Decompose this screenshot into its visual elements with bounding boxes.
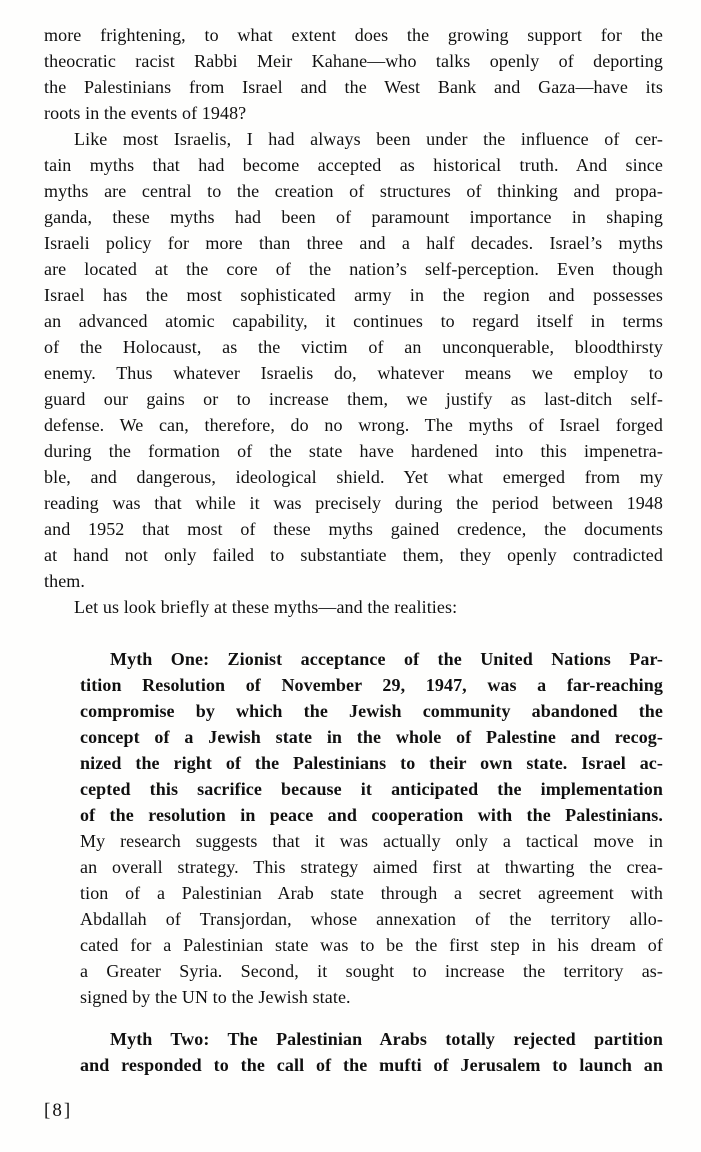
text-line: Myth One: Zionist acceptance of the United Nations Par- bbox=[110, 649, 663, 669]
text-line: ble, and dangerous, ideological shield. Yet what emerged from my bbox=[44, 467, 663, 487]
page-number: [8] bbox=[44, 1100, 73, 1121]
text-line: a Greater Syria. Second, it sought to increase the territory as- bbox=[80, 961, 663, 981]
text-line: enemy. Thus whatever Israelis do, whatever means we employ to bbox=[44, 363, 663, 383]
text-line: tion of a Palestinian Arab state through a secret agreement with bbox=[80, 883, 663, 903]
text-line: reading was that while it was precisely during the period between 1948 bbox=[44, 493, 663, 513]
myth-two-paragraph bbox=[80, 1026, 663, 1078]
text-line: an advanced atomic capability, it continues to regard itself in terms bbox=[44, 311, 663, 331]
text-line: Abdallah of Transjordan, whose annexation of the territory allo- bbox=[80, 909, 663, 929]
text-line: Myth Two: The Palestinian Arabs totally rejected partition bbox=[110, 1029, 663, 1049]
text-line: cepted this sacrifice because it anticipated the implementation bbox=[80, 779, 663, 799]
text-line: nized the right of the Palestinians to their own state. Israel ac- bbox=[80, 753, 663, 773]
text-line: ganda, these myths had been of paramount importance in shaping bbox=[44, 207, 663, 227]
text-line: Israeli policy for more than three and a half decades. Israel’s myths bbox=[44, 233, 663, 253]
text-line: Let us look briefly at these myths—and the realities: bbox=[74, 597, 458, 617]
text-line: and responded to the call of the mufti of Jerusalem to launch an bbox=[80, 1055, 663, 1075]
text-line: concept of a Jewish state in the whole of Palestine and recog- bbox=[80, 727, 663, 747]
text-line: roots in the events of 1948? bbox=[44, 103, 247, 123]
text-line: and 1952 that most of these myths gained credence, the documents bbox=[44, 519, 663, 539]
text-line: an overall strategy. This strategy aimed first at thwarting the crea- bbox=[80, 857, 663, 877]
text-line: the Palestinians from Israel and the West Bank and Gaza—have its bbox=[44, 77, 663, 97]
text-line: defense. We can, therefore, do no wrong. The myths of Israel forged bbox=[44, 415, 663, 435]
text-line: Like most Israelis, I had always been under the influence of cer- bbox=[74, 129, 663, 149]
text-line: them. bbox=[44, 571, 85, 591]
myth-one-paragraph bbox=[80, 646, 663, 1010]
text-line: signed by the UN to the Jewish state. bbox=[80, 987, 351, 1007]
text-line: during the formation of the state have hardened into this impenetra- bbox=[44, 441, 663, 461]
text-line: tain myths that had become accepted as historical truth. And since bbox=[44, 155, 663, 175]
paragraph-continuation bbox=[44, 22, 663, 126]
text-line: compromise by which the Jewish community abandoned the bbox=[80, 701, 663, 721]
text-line: at hand not only failed to substantiate them, they openly contradicted bbox=[44, 545, 663, 565]
paragraph-look-briefly bbox=[44, 594, 663, 620]
text-line: guard our gains or to increase them, we justify as last-ditch self- bbox=[44, 389, 663, 409]
text-line: of the Holocaust, as the victim of an unconquerable, bloodthirsty bbox=[44, 337, 663, 357]
text-line: tition Resolution of November 29, 1947, was a far-reaching bbox=[80, 675, 663, 695]
text-line: My research suggests that it was actually only a tactical move in bbox=[80, 831, 663, 851]
text-line: of the resolution in peace and cooperation with the Palestinians. bbox=[80, 805, 663, 825]
text-line: Israel has the most sophisticated army in the region and possesses bbox=[44, 285, 663, 305]
text-line: more frightening, to what extent does the growing support for the bbox=[44, 25, 663, 45]
text-line: cated for a Palestinian state was to be the first step in his dream of bbox=[80, 935, 663, 955]
text-column bbox=[44, 22, 663, 1078]
text-line: are located at the core of the nation’s self-perception. Even though bbox=[44, 259, 663, 279]
paragraph-myths-intro bbox=[44, 126, 663, 594]
text-line: theocratic racist Rabbi Meir Kahane—who talks openly of deporting bbox=[44, 51, 663, 71]
text-line: myths are central to the creation of structures of thinking and propa- bbox=[44, 181, 663, 201]
